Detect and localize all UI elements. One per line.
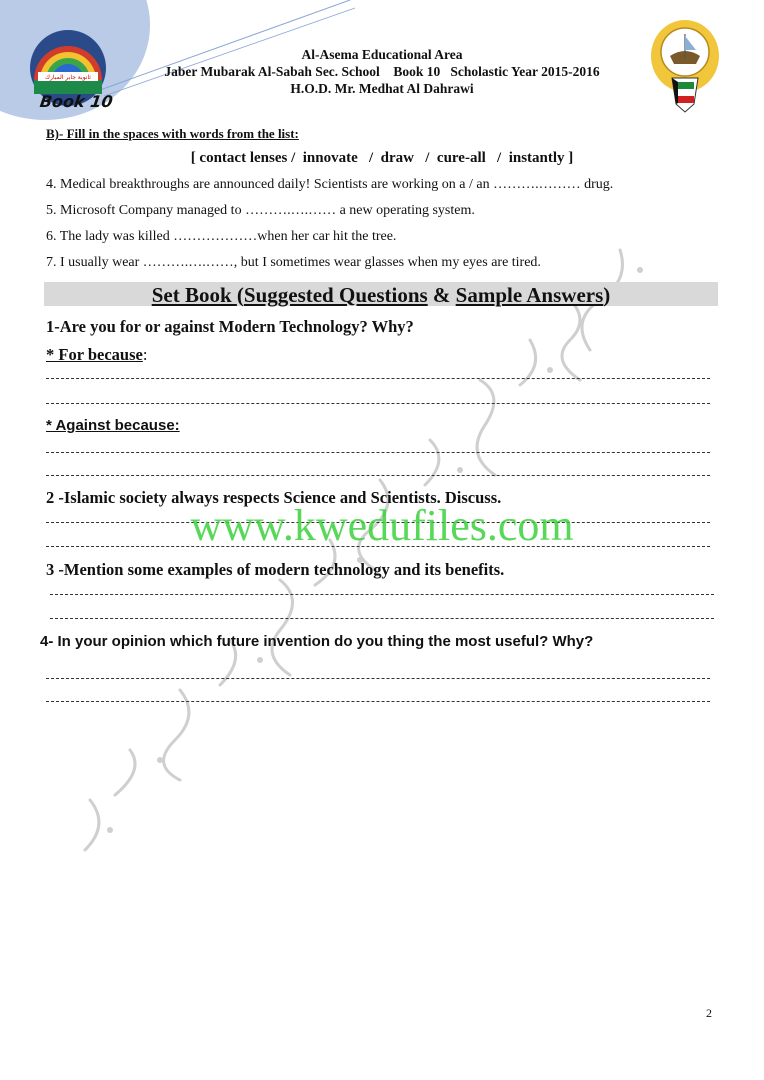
question-1: 1-Are you for or against Modern Technology? Why? (46, 317, 414, 336)
answer-line (50, 618, 714, 619)
for-because-label (46, 345, 147, 365)
question-2: 2 -Islamic society always respects Science and Scientists. Discuss. (46, 488, 502, 507)
banner-set-book: Set Book (151, 283, 237, 307)
header-line-3: H.O.D. Mr. Medhat Al Dahrawi (290, 81, 474, 96)
for-because-text: * For because (46, 345, 143, 364)
sentence-5: 5. Microsoft Company managed to ……….….…… a new operating system. (46, 203, 475, 218)
section-b-title: B)- Fill in the spaces with words from the list: (46, 126, 299, 141)
banner-suggested-questions: Suggested Questions (243, 283, 428, 307)
banner-paren-close: ) (603, 283, 611, 307)
answer-line (50, 594, 714, 595)
header-line-2: Jaber Mubarak Al-Sabah Sec. School Book 10 Scholastic Year 2015-2016 (164, 64, 600, 79)
svg-text:ثانوية جابر المبارك: ثانوية جابر المبارك (45, 74, 91, 81)
answer-line (46, 403, 710, 404)
banner-paren-open: ( (236, 283, 244, 307)
against-because-label: * Against because: (46, 417, 180, 434)
question-4: 4- In your opinion which future invention do you thing the most useful? Why? (40, 633, 594, 650)
site-watermark: www.kwedufiles.com (190, 501, 574, 550)
set-book-banner (44, 282, 718, 306)
sentence-6: 6. The lady was killed ………………when her car hit the tree. (46, 229, 397, 244)
for-because-colon: : (142, 345, 148, 364)
document-header (0, 46, 764, 97)
sentence-4: 4. Medical breakthroughs are announced daily! Scientists are working on a / an ……….……… drug. (46, 177, 614, 192)
question-3: 3 -Mention some examples of modern technology and its benefits. (46, 560, 505, 579)
book10-badge: Book 10 (38, 92, 114, 111)
answer-line (46, 378, 710, 379)
banner-ampersand: & (427, 283, 456, 307)
header-line-1: Al-Asema Educational Area (301, 47, 463, 62)
sentence-7: 7. I usually wear ……….….……, but I sometimes wear glasses when my eyes are tired. (46, 255, 541, 270)
answer-line (46, 452, 710, 453)
answer-line (46, 701, 710, 702)
answer-line (46, 678, 710, 679)
banner-sample-answers: Sample Answers (455, 283, 604, 307)
answer-line (46, 475, 710, 476)
word-list: [ contact lenses / innovate / draw / cure-all / instantly ] (190, 150, 574, 166)
page-number: 2 (706, 1006, 712, 1020)
